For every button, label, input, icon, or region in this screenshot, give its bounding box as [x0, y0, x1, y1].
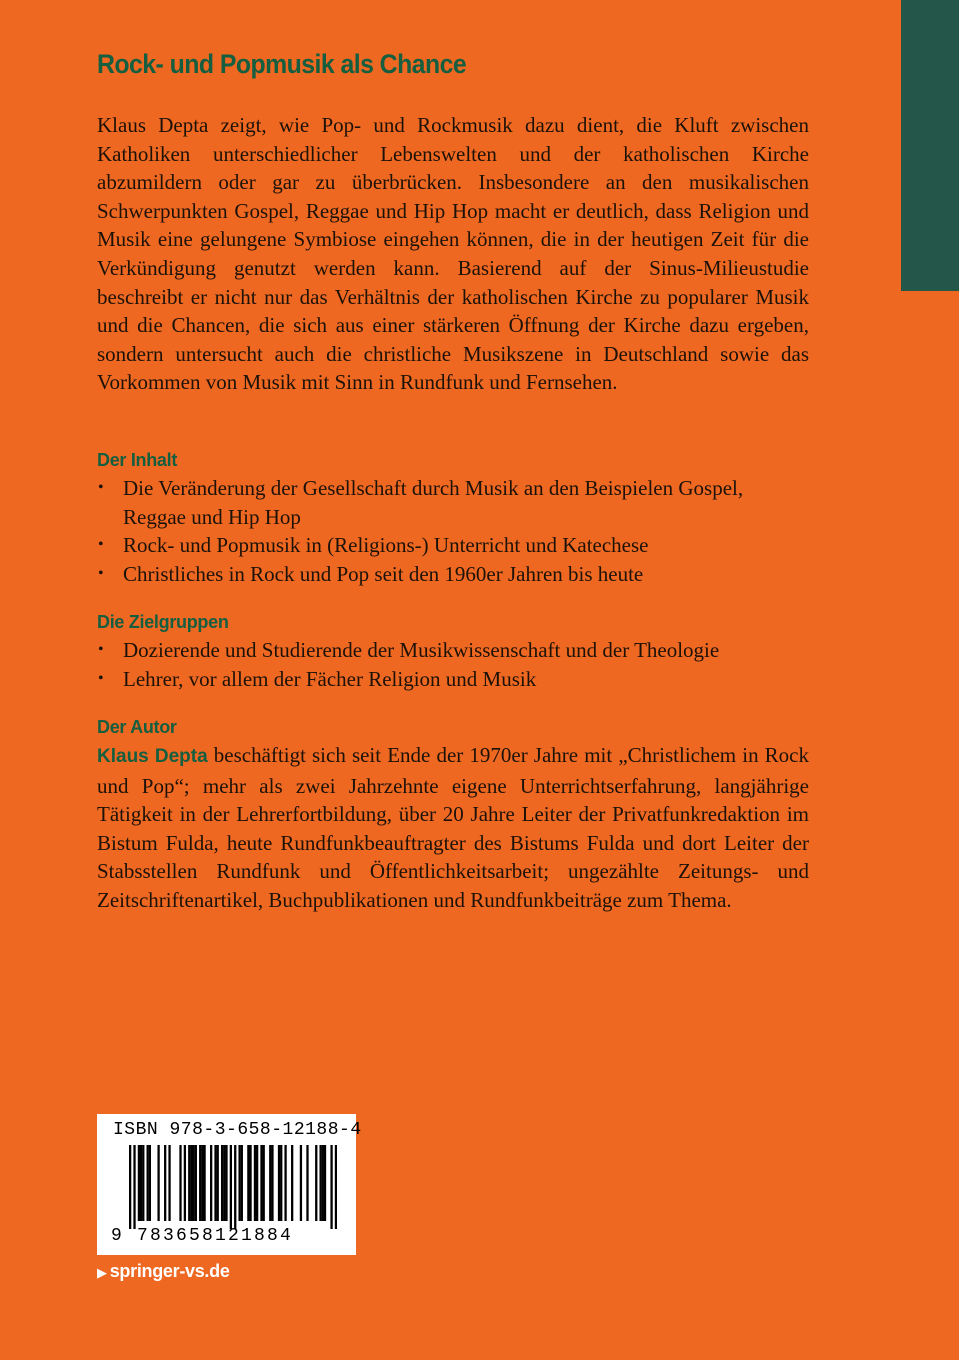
section-heading-zielgruppen: Die Zielgruppen: [97, 612, 229, 632]
author-bio-text: beschäftigt sich seit Ende der 1970er Jahre mit „Christlichem in Rock und Pop“; mehr als zwei Jahrzehnte eigene Unterrichtserfahrung, langjährige Tätigkeit in der Lehrerfortbildung, über 20 Jahre Leiter der Privatfunkredaktion im Bistum Fulda, heute Rundfunkbeauftragter des Bistums Fulda und dort Leiter der Stabsstellen Rundfunk und Öffentlichkeitsarbeit; ungezählte Zeitungs- und Zeitschriftenartikel, Buchpublikationen und Rundfunkbeiträge zum Thema.: [97, 743, 809, 912]
zielgruppen-list: [97, 636, 809, 693]
barcode-bar: [263, 1145, 265, 1221]
isbn-barcode: [97, 1114, 362, 1255]
author-bio: [97, 741, 809, 915]
author-name: Klaus Depta: [97, 746, 208, 767]
barcode-bar: [306, 1145, 308, 1221]
triangle-right-icon: ▶: [97, 1265, 107, 1280]
barcode-bar: [260, 1145, 262, 1221]
barcode-bar: [300, 1145, 302, 1221]
barcode-bar: [184, 1145, 186, 1221]
barcode-bar: [238, 1145, 240, 1221]
isbn-label: ISBN 978-3-658-12188-4: [113, 1120, 362, 1140]
section-zielgruppen: [97, 608, 809, 693]
barcode-first-digit: 9: [111, 1226, 122, 1246]
barcode-bar: [188, 1145, 190, 1221]
list-item: • Christliches in Rock und Pop seit den 1960er Jahren bis heute: [97, 560, 809, 589]
barcode-bar: [223, 1145, 225, 1221]
barcode-bar: [203, 1145, 205, 1221]
barcode-bar: [168, 1145, 170, 1221]
bullet-icon: •: [98, 641, 104, 658]
barcode-bar: [195, 1145, 197, 1221]
barcode-bar: [280, 1145, 282, 1221]
barcode-bar: [330, 1145, 332, 1229]
barcode-bar: [217, 1145, 219, 1221]
barcode-bar: [234, 1145, 236, 1229]
intro-paragraph: Klaus Depta zeigt, wie Pop- und Rockmusik dazu dient, die Kluft zwischen Katholiken unterschiedlicher Lebenswelten und der katholischen Kirche abzumildern oder gar zu überbrücken. Insbesondere an den musikalischen Schwerpunkten Gospel, Reggae und Hip Hop macht er deutlich, dass Religion und Musik eine gelungene Symbiose eingehen können, die in der heutigen Zeit für die Verkündigung genutzt werden kann. Basierend auf der Sinus-Milieustudie beschreibt er nicht nur das Verhältnis der katholischen Kirche zu popularer Musik und die Chancen, die sich aus einer stärkeren Öffnung der Kirche dazu ergeben, sondern untersucht auch die christliche Musikszene in Deutschland sowie das Vorkommen von Musik mit Sinn in Rundfunk und Fernsehen.: [97, 113, 809, 395]
publisher-link[interactable]: [97, 1261, 230, 1282]
barcode-bars: [129, 1145, 337, 1229]
barcode-bar: [147, 1145, 149, 1221]
barcode-bar: [335, 1145, 337, 1229]
barcode-bar: [271, 1145, 273, 1221]
barcode-bar: [256, 1145, 258, 1221]
barcode-bar: [221, 1145, 223, 1221]
book-title: Rock- und Popmusik als Chance: [97, 49, 467, 79]
publisher-url: springer-vs.de: [109, 1261, 230, 1281]
bullet-icon: •: [98, 564, 104, 582]
barcode-bar: [247, 1145, 249, 1221]
barcode-bar: [225, 1145, 227, 1221]
barcode-bar: [210, 1145, 212, 1221]
barcode-bar: [192, 1145, 194, 1221]
barcode-bar: [199, 1145, 201, 1221]
barcode-bar: [284, 1145, 286, 1221]
barcode-bar: [254, 1145, 256, 1221]
barcode-bar: [164, 1145, 166, 1221]
side-color-band: [901, 0, 959, 291]
barcode-bar: [319, 1145, 321, 1221]
barcode-bar: [129, 1145, 131, 1229]
barcode-bar: [291, 1145, 293, 1221]
barcode-bar: [324, 1145, 326, 1221]
barcode-bar: [201, 1145, 203, 1221]
barcode-bar: [214, 1145, 216, 1221]
barcode-bar: [230, 1145, 232, 1229]
inhalt-list: [97, 474, 809, 588]
barcode-bar: [157, 1145, 159, 1221]
barcode-bar: [249, 1145, 251, 1221]
barcode-bar: [179, 1145, 181, 1221]
barcode-bar: [142, 1145, 144, 1221]
barcode-bar: [138, 1145, 140, 1221]
list-item: • Lehrer, vor allem der Fächer Religion und Musik: [97, 665, 809, 694]
bullet-icon: •: [98, 479, 104, 496]
list-item: • Die Veränderung der Gesellschaft durch Musik an den Beispielen Gospel, Reggae und Hip Hop: [98, 476, 744, 529]
list-item: • Dozierende und Studierende der Musikwissenschaft und der Theologie: [97, 636, 809, 665]
barcode-bar: [190, 1145, 192, 1221]
bullet-icon: •: [98, 669, 104, 687]
list-item: • Rock- und Popmusik in (Religions-) Unterricht und Katechese: [97, 531, 809, 560]
section-heading-inhalt: Der Inhalt: [97, 450, 178, 470]
section-inhalt: [97, 446, 809, 588]
section-heading-autor: Der Autor: [97, 717, 177, 737]
barcode-bar: [149, 1145, 151, 1221]
barcode-bar: [140, 1145, 142, 1221]
bullet-icon: •: [98, 536, 104, 554]
barcode-bar: [269, 1145, 271, 1221]
barcode-bar: [133, 1145, 135, 1229]
barcode-bar: [315, 1145, 317, 1221]
barcode-digits: 783658121884: [137, 1226, 294, 1246]
barcode-bar: [241, 1145, 243, 1221]
barcode-bar: [322, 1145, 324, 1221]
section-autor: [97, 713, 809, 915]
barcode-bar: [278, 1145, 280, 1221]
